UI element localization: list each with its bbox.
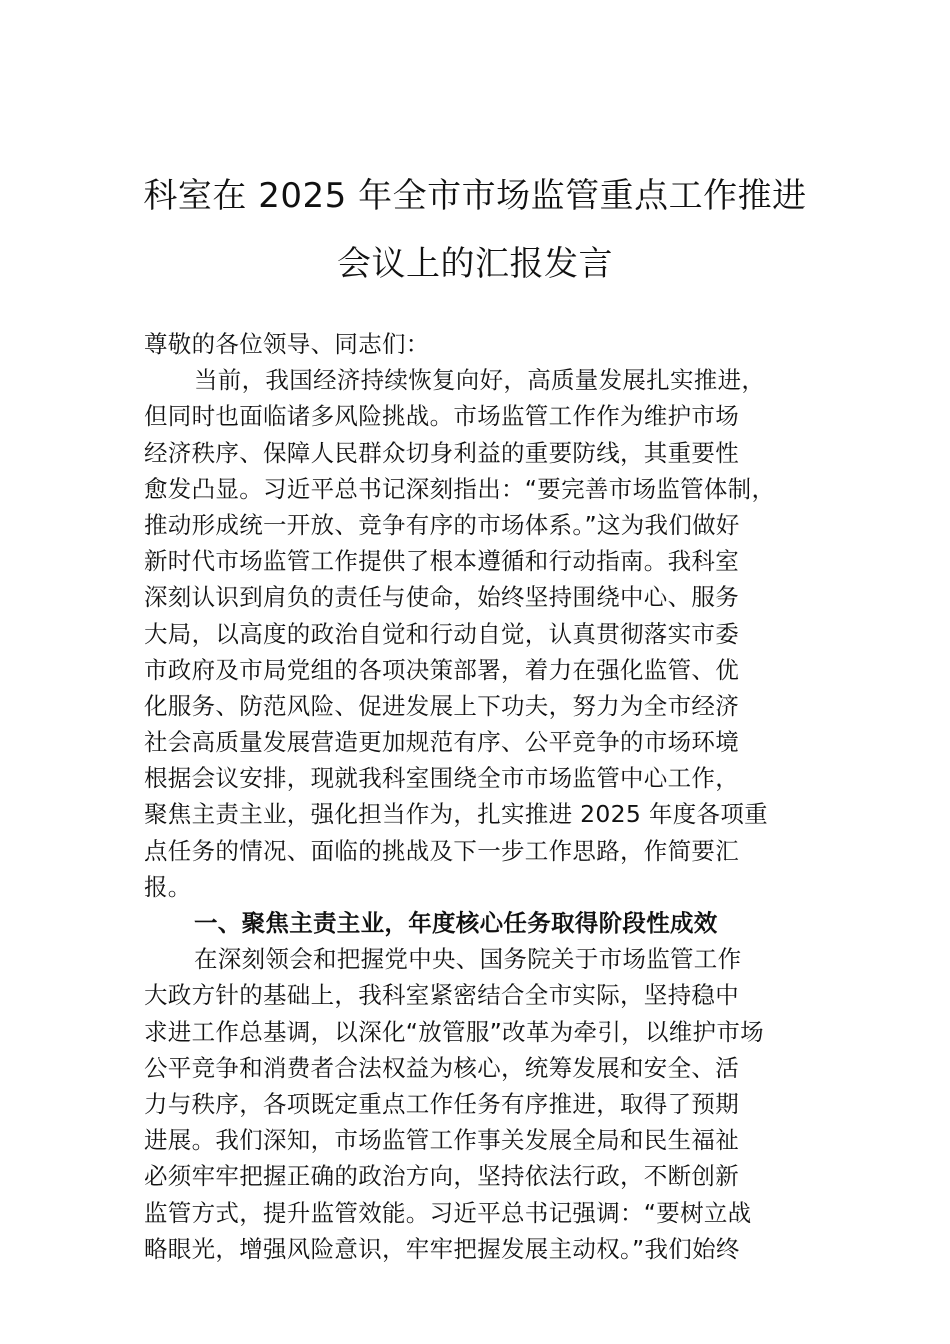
- paragraph-line: 社会高质量发展营造更加规范有序、公平竞争的市场环境: [144, 728, 739, 757]
- document-title-line-2: 会议上的汇报发言: [337, 244, 613, 284]
- paragraph-line: 深刻认识到肩负的责任与使命，始终坚持围绕中心、服务: [144, 583, 739, 612]
- paragraph-line: 但同时也面临诸多风险挑战。市场监管工作作为维护市场: [144, 402, 739, 431]
- paragraph-line: 力与秩序，各项既定重点工作任务有序推进，取得了预期: [144, 1089, 739, 1118]
- paragraph-line: 化服务、防范风险、促进发展上下功夫，努力为全市经济: [144, 691, 739, 720]
- paragraph-line: 大政方针的基础上，我科室紧密结合全市实际，坚持稳中: [144, 981, 739, 1010]
- paragraph-line: 大局，以高度的政治自觉和行动自觉，认真贯彻落实市委: [144, 619, 739, 648]
- paragraph-line: 点任务的情况、面临的挑战及下一步工作思路，作简要汇: [144, 836, 739, 865]
- salutation: 尊敬的各位领导、同志们：: [144, 330, 430, 358]
- paragraph-line: 聚焦主责主业，强化担当作为，扎实推进 2025 年度各项重: [144, 800, 768, 829]
- paragraph-line: 必须牢牢把握正确的政治方向，坚持依法行政，不断创新: [144, 1162, 739, 1191]
- document-title-line-1: 科室在 2025 年全市市场监管重点工作推进: [143, 176, 807, 216]
- paragraph-line: 新时代市场监管工作提供了根本遵循和行动指南。我科室: [144, 547, 739, 576]
- document-body: [144, 326, 834, 1267]
- paragraph-line: 愈发凸显。习近平总书记深刻指出：“要完善市场监管体制，: [144, 474, 776, 503]
- paragraph-line: 监管方式，提升监管效能。习近平总书记强调：“要树立战: [144, 1198, 752, 1227]
- section-heading: 一、聚焦主责主业，年度核心任务取得阶段性成效: [194, 909, 718, 937]
- paragraph-line: 求进工作总基调，以深化“放管服”改革为牵引，以维护市场: [144, 1017, 764, 1046]
- paragraph-line: 推动形成统一开放、竞争有序的市场体系。”这为我们做好: [144, 510, 740, 539]
- paragraph-line: 公平竞争和消费者合法权益为核心，统筹发展和安全、活: [144, 1053, 739, 1082]
- paragraph-line: 市政府及市局党组的各项决策部署，着力在强化监管、优: [144, 655, 739, 684]
- paragraph-line: 略眼光，增强风险意识，牢牢把握发展主动权。”我们始终: [144, 1234, 740, 1263]
- paragraph-line: 当前，我国经济持续恢复向好，高质量发展扎实推进，: [194, 366, 766, 395]
- paragraph-line: 在深刻领会和把握党中央、国务院关于市场监管工作: [194, 945, 742, 974]
- paragraph-line: 进展。我们深知，市场监管工作事关发展全局和民生福祉: [144, 1126, 739, 1155]
- paragraph-line: 根据会议安排，现就我科室围绕全市市场监管中心工作，: [144, 764, 739, 793]
- paragraph-line: 报。: [144, 872, 192, 901]
- paragraph-line: 经济秩序、保障人民群众切身利益的重要防线，其重要性: [144, 438, 739, 467]
